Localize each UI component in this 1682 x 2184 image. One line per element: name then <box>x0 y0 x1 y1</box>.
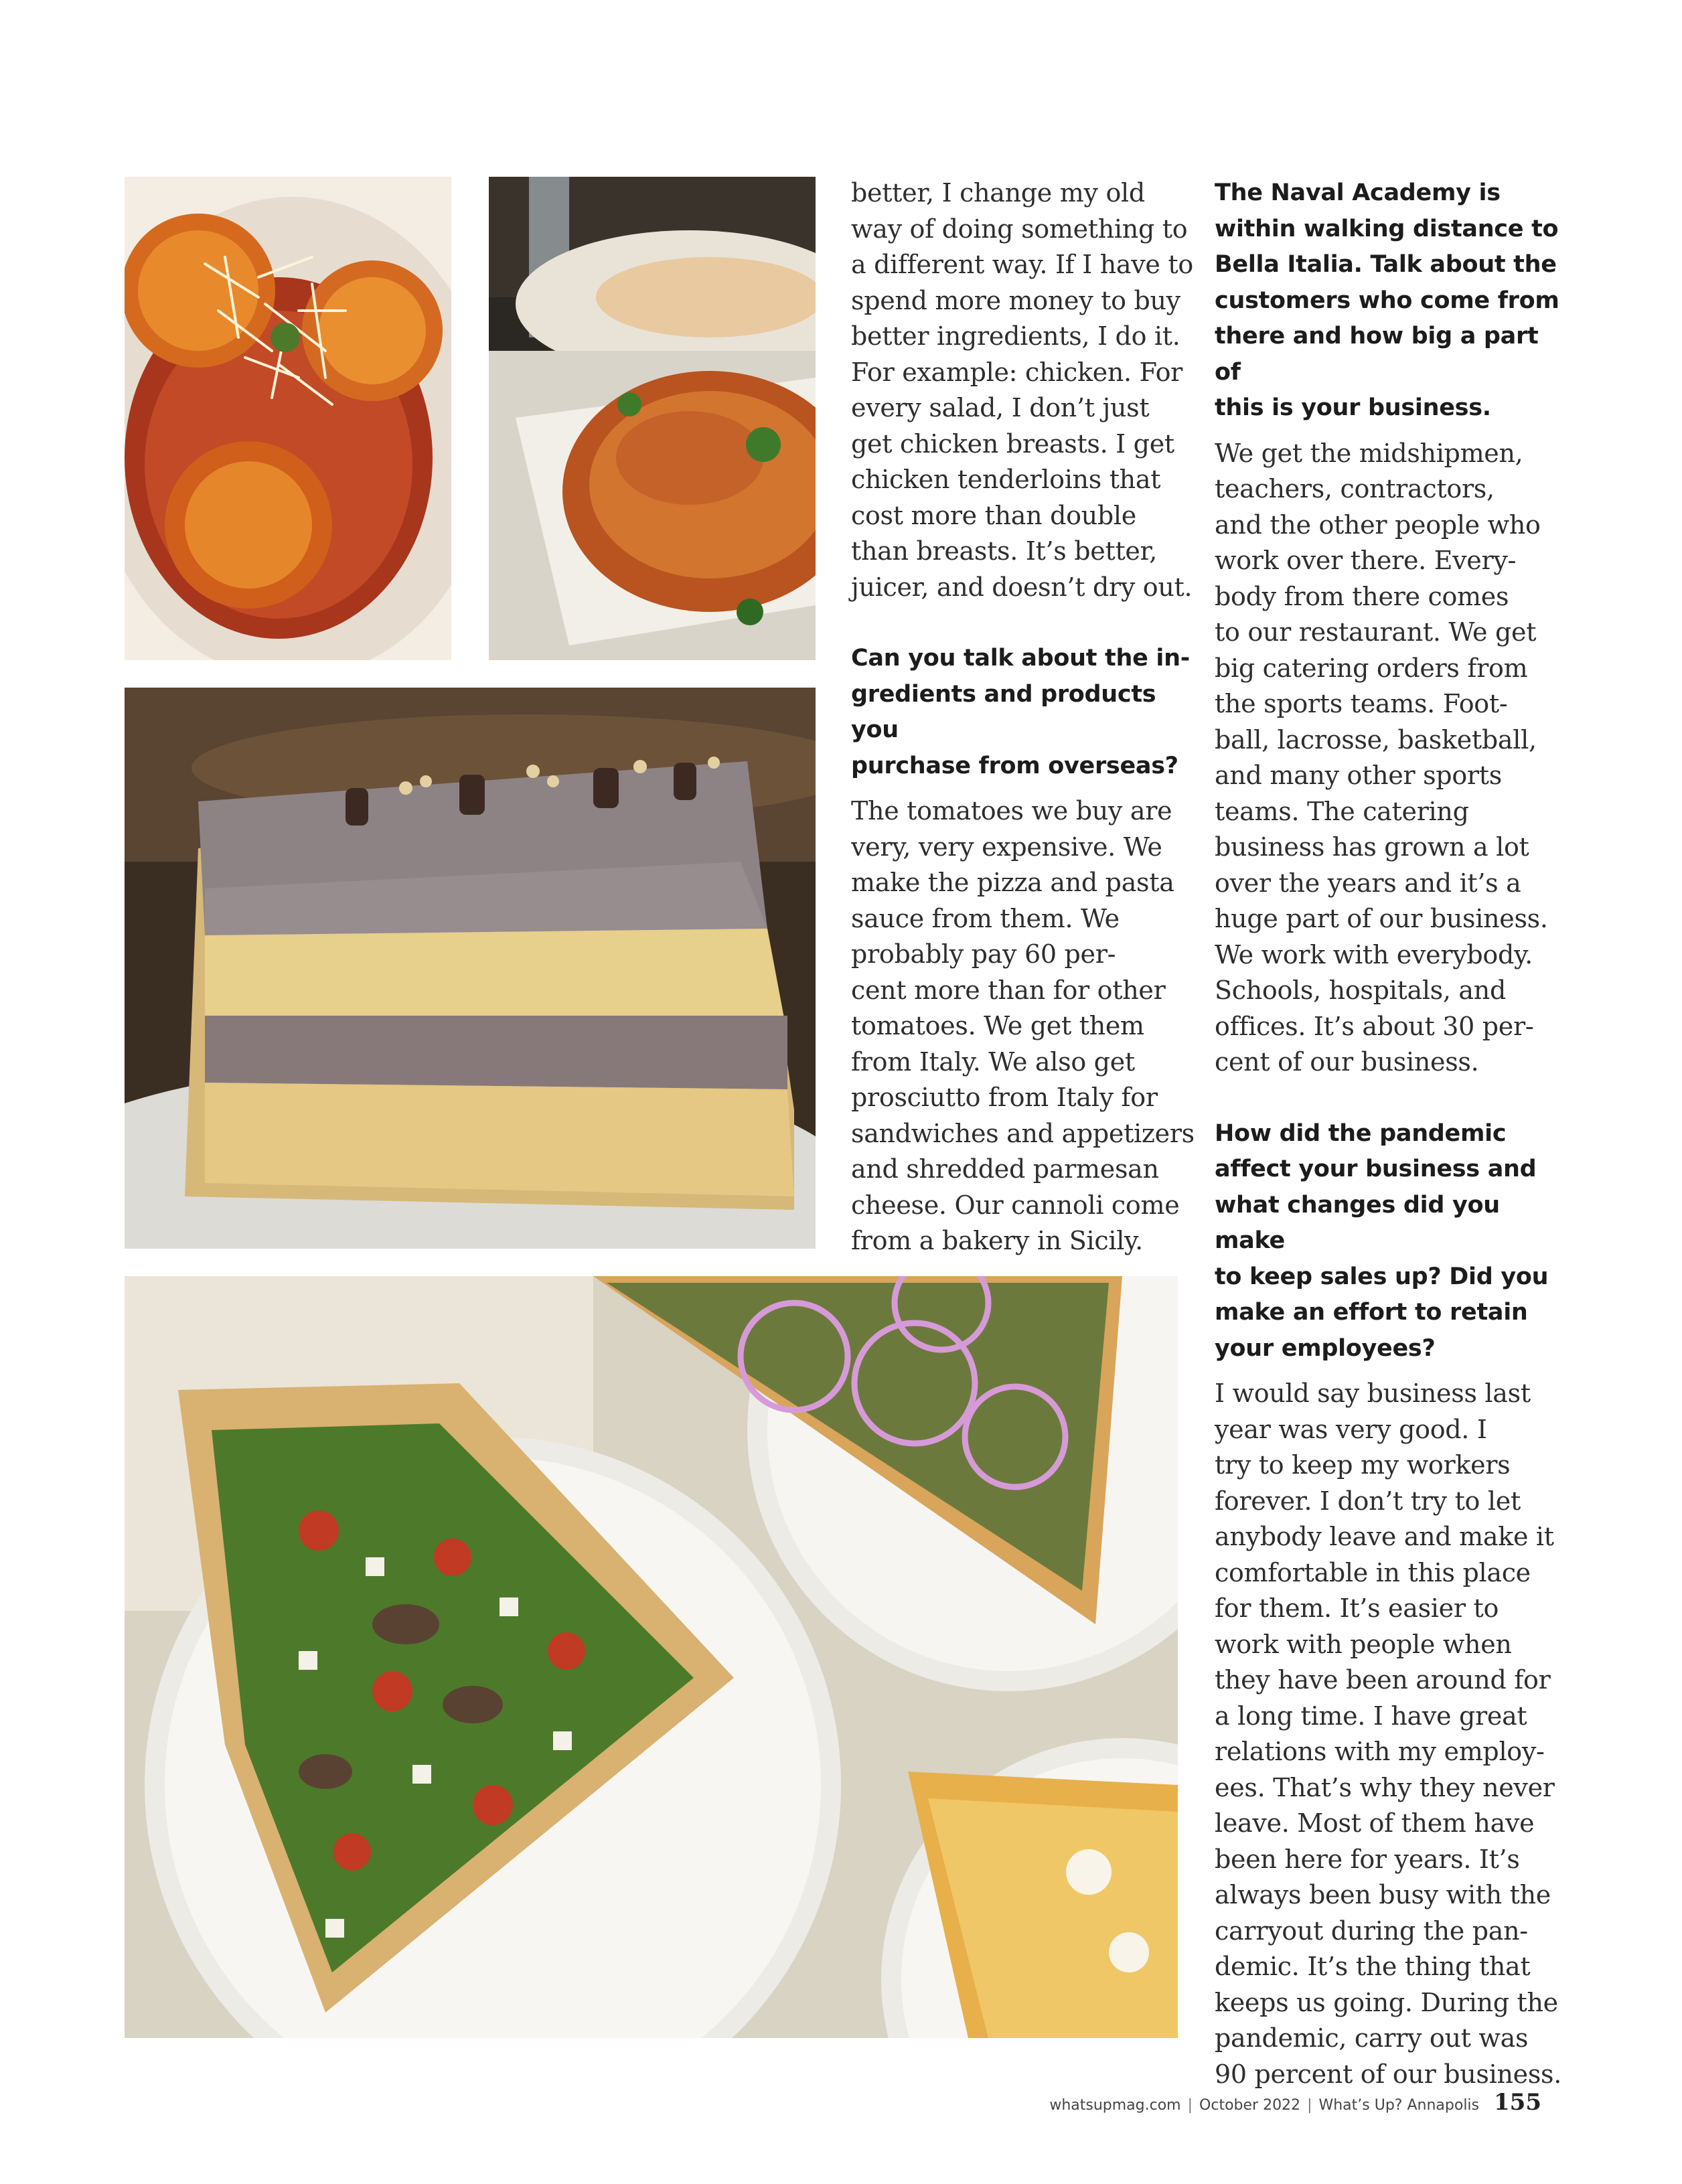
footer-site: whatsupmag.com <box>1049 2097 1181 2114</box>
text-line: How did the pandemic <box>1215 1119 1507 1147</box>
text-line: for them. It’s easier to <box>1215 1593 1499 1623</box>
text-line: get chicken breasts. I get <box>851 428 1174 459</box>
text-line: teams. The catering <box>1215 796 1469 826</box>
text-line: to our restaurant. We get <box>1215 617 1537 647</box>
text-line: over the years and it’s a <box>1215 868 1521 898</box>
chicken-dish-photo <box>489 177 816 660</box>
text-line: Schools, hospitals, and <box>1215 976 1506 1005</box>
text-line: huge part of our business. <box>1215 904 1548 933</box>
text-line: the sports teams. Foot- <box>1215 689 1508 718</box>
text-line: sandwiches and appetizers <box>851 1118 1195 1148</box>
text-line: there and how big a part of <box>1215 323 1539 386</box>
interview-question <box>1215 175 1563 426</box>
layer-cake-photo <box>125 688 816 1249</box>
text-line: gredients and products you <box>851 680 1156 743</box>
text-line: and the other people who <box>1215 510 1541 540</box>
footer-separator: | <box>1187 2097 1193 2114</box>
text-line: a different way. If I have to <box>851 250 1193 279</box>
article-column-right <box>1215 175 1563 2092</box>
text-line: work over there. Every- <box>1215 546 1517 575</box>
text-line: body from there comes <box>1215 581 1509 611</box>
text-line: year was very good. I <box>1215 1414 1487 1444</box>
footer-magazine: What’s Up? Annapolis <box>1318 2097 1480 2114</box>
text-line: prosciutto from Italy for <box>851 1083 1158 1112</box>
text-line: I would say business last <box>1215 1379 1531 1408</box>
footer-separator: | <box>1307 2097 1312 2114</box>
text-line: big catering orders from <box>1215 653 1528 683</box>
text-line: affect your business and <box>1215 1156 1537 1182</box>
text-line: cent of our business. <box>1215 1047 1479 1077</box>
text-line: The tomatoes we buy are <box>851 796 1172 826</box>
text-line: Can you talk about the in- <box>851 645 1190 672</box>
text-line: We get the midshipmen, <box>1215 438 1523 468</box>
paragraph <box>1215 436 1563 1081</box>
text-line: within walking distance to <box>1215 215 1559 242</box>
text-line: offices. It’s about 30 per- <box>1215 1011 1534 1041</box>
text-line: business has grown a lot <box>1215 832 1529 862</box>
text-line: leave. Most of them have <box>1215 1808 1535 1838</box>
text-line: purchase from overseas? <box>851 752 1178 779</box>
text-line: than breasts. It’s better, <box>851 536 1158 566</box>
text-line: juicer, and doesn’t dry out. <box>851 572 1193 602</box>
text-line: customers who come from <box>1215 287 1559 314</box>
text-line: ees. That’s why they never <box>1215 1772 1555 1802</box>
text-line: The Naval Academy is <box>1215 179 1501 206</box>
text-line: probably pay 60 per- <box>851 939 1116 969</box>
text-line: your employees? <box>1215 1334 1436 1362</box>
paragraph <box>851 175 1199 605</box>
text-line: from Italy. We also get <box>851 1046 1135 1077</box>
interview-question <box>1215 1116 1563 1367</box>
text-line: way of doing something to <box>851 214 1188 244</box>
text-line: cheese. Our cannoli come <box>851 1190 1180 1220</box>
text-line: make the pizza and pasta <box>851 868 1174 897</box>
text-line: try to keep my workers <box>1215 1450 1511 1480</box>
text-line: chicken tenderloins that <box>851 465 1161 494</box>
text-line: and shredded parmesan <box>851 1154 1159 1184</box>
text-line: 90 percent of our business. <box>1215 2059 1562 2089</box>
text-line: Bella Italia. Talk about the <box>1215 251 1557 278</box>
text-line: sauce from them. We <box>851 903 1120 933</box>
text-line: demic. It’s the thing that <box>1215 1952 1531 1981</box>
text-line: better, I change my old <box>851 178 1145 208</box>
text-line: work with people when <box>1215 1629 1512 1659</box>
interview-question <box>851 641 1199 784</box>
text-line: better ingredients, I do it. <box>851 321 1180 351</box>
text-line: make an effort to retain <box>1215 1299 1528 1326</box>
arancini-photo <box>125 177 451 660</box>
text-line: ball, lacrosse, basketball, <box>1215 724 1537 755</box>
text-line: anybody leave and make it <box>1215 1522 1554 1551</box>
text-line: pandemic, carry out was <box>1215 2023 1529 2053</box>
paragraph <box>1215 1376 1563 2092</box>
page-footer <box>1049 2089 1541 2116</box>
text-line: We work with everybody. <box>1215 939 1533 969</box>
text-line: from a bakery in Sicily. <box>851 1226 1143 1255</box>
text-line: spend more money to buy <box>851 285 1180 315</box>
text-line: been here for years. It’s <box>1215 1844 1520 1874</box>
text-line: this is your business. <box>1215 394 1491 421</box>
text-line: relations with my employ- <box>1215 1737 1545 1766</box>
text-line: what changes did you make <box>1215 1191 1500 1254</box>
text-line: teachers, contractors, <box>1215 474 1495 503</box>
paragraph <box>851 793 1199 1259</box>
article-column-middle <box>851 175 1199 1259</box>
page-number: 155 <box>1494 2089 1541 2116</box>
text-line: always been busy with the <box>1215 1880 1551 1909</box>
text-line: For example: chicken. For <box>851 357 1183 387</box>
text-line: forever. I don’t try to let <box>1215 1486 1521 1516</box>
text-line: every salad, I don’t just <box>851 393 1150 422</box>
footer-issue: October 2022 <box>1199 2097 1301 2114</box>
text-line: to keep sales up? Did you <box>1215 1263 1549 1290</box>
text-line: very, very expensive. We <box>851 832 1162 862</box>
text-line: and many other sports <box>1215 761 1502 790</box>
text-line: carryout during the pan- <box>1215 1916 1528 1946</box>
text-line: a long time. I have great <box>1215 1701 1527 1731</box>
pizza-slices-photo <box>125 1276 1178 2038</box>
text-line: comfortable in this place <box>1215 1557 1531 1587</box>
text-line: they have been around for <box>1215 1665 1551 1695</box>
text-line: cost more than double <box>851 500 1136 530</box>
text-line: cent more than for other <box>851 975 1166 1005</box>
text-line: tomatoes. We get them <box>851 1011 1144 1040</box>
text-line: keeps us going. During the <box>1215 1987 1558 2017</box>
